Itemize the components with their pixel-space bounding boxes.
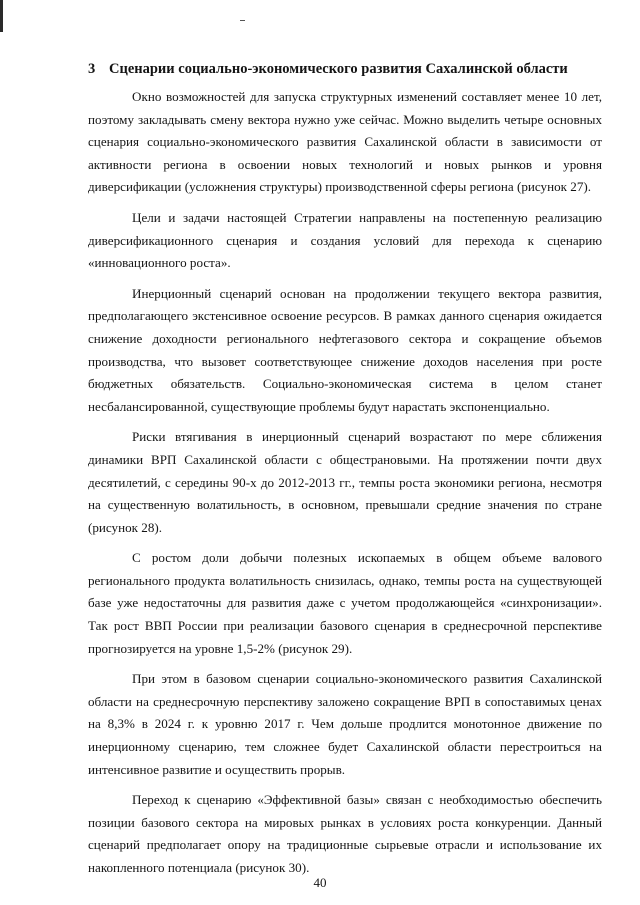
page-content	[88, 59, 602, 888]
paragraph-2: Цели и задачи настоящей Стратегии направлены на постепенную реализацию диверсификационного сценария и создания условий для перехода к сценарию «инновационного роста».	[88, 209, 602, 271]
scan-edge-mark	[0, 0, 3, 32]
paragraph-7: Переход к сценарию «Эффективной базы» связан с необходимостью обеспечить позиции базового сектора на мировых рынках в условиях роста конкуренции. Данный сценарий предполагает опору на традиционные сырьевые отрасли и использование их накопленного потенциала (рисунок 30).	[88, 792, 602, 875]
section-number: 3	[88, 61, 96, 77]
paragraph-3: Инерционный сценарий основан на продолжении текущего вектора развития, предполагающего экстенсивное освоение ресурсов. В рамках данного сценария ожидается снижение доходности регионального нефтегазового сектора и сокращение объемов производства, что вызовет соответствующее снижение доходов населения при росте бюджетных обязательств. Социально-экономическая система в целом станет несбалансированной, существующие проблемы будут нарастать экспоненциально.	[88, 285, 602, 414]
paragraph-6: При этом в базовом сценарии социально-экономического развития Сахалинской области на среднесрочную перспективу заложено сокращение ВРП в сопоставимых ценах на 8,3% в 2024 г. к уровню 2017 г. Чем дольше продлится монотонное движение по инерционному сценарию, тем сложнее будет Сахалинской области перестроиться на интенсивное развитие и осуществить прорыв.	[88, 671, 602, 777]
section-title: Сценарии социально-экономического развития Сахалинской области	[109, 61, 568, 77]
paragraph-5: С ростом доли добычи полезных ископаемых в общем объеме валового регионального продукта волатильность снизилась, однако, темпы роста на существующей базе уже недостаточны для развития даже с учетом продолжающейся «синхронизации». Так рост ВВП России при реализации базового сценария в среднесрочной перспективе прогнозируется на уровне 1,5-2% (рисунок 29).	[88, 550, 602, 656]
section-heading	[88, 59, 602, 79]
scan-dash-mark	[240, 20, 245, 21]
paragraph-1: Окно возможностей для запуска структурных изменений составляет менее 10 лет, поэтому закладывать смену вектора нужно уже сейчас. Можно выделить четыре основных сценария социально-экономического развития Сахалинской области в зависимости от активности региона в освоении новых технологий и новых рынков и уровня диверсификации (усложнения структуры) производственной сферы региона (рисунок 27).	[88, 89, 602, 195]
page-number: 40	[313, 875, 327, 890]
paragraph-4: Риски втягивания в инерционный сценарий возрастают по мере сближения динамики ВРП Сахалинской области с общестрановыми. На протяжении почти двух десятилетий, с середины 90-х до 2012-2013 гг., темпы роста экономики региона, несмотря на существенную волатильность, в основном, превышали средние значения по стране (рисунок 28).	[88, 429, 602, 535]
